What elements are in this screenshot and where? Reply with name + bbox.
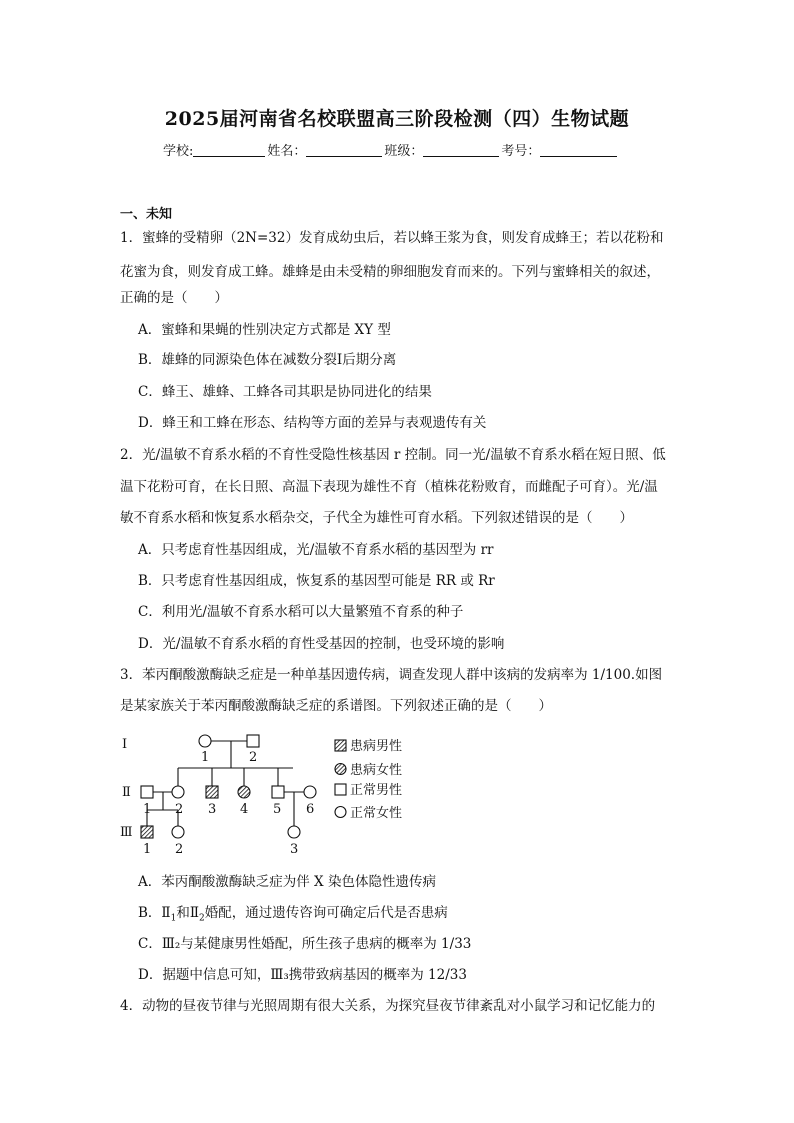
gen2-number: 5: [273, 802, 282, 817]
q3-option-d: D．据题中信息可知，Ⅲ₃携带致病基因的概率为 12/33: [138, 967, 467, 983]
legend-normal-male-icon: [335, 784, 346, 795]
legend-affected-female-icon: [335, 764, 346, 775]
class-blank: [423, 143, 499, 157]
legend-affected-female: 患病女性: [350, 763, 403, 778]
pedigree-chart: [118, 728, 418, 858]
legend-normal-female: 正常女性: [350, 806, 403, 821]
q1-option-b: B．雄蜂的同源染色体在减数分裂Ⅰ后期分离: [138, 352, 397, 368]
q1-line: 1．蜜蜂的受精卵（2N=32）发育成幼虫后，若以蜂王浆为食，则发育成蜂王；若以花粉和: [120, 230, 664, 246]
q1-line: 花蜜为食，则发育成工蜂。雄蜂是由未受精的卵细胞发育而来的。下列与蜜蜂相关的叙述，: [120, 264, 660, 280]
school-blank: [193, 143, 265, 157]
legend-normal-female-icon: [335, 807, 346, 818]
q1-option-a: A．蜜蜂和果蝇的性别决定方式都是 XY 型: [138, 322, 391, 338]
q3-line: 3．苯丙酮酸激酶缺乏症是一种单基因遗传病，调查发现人群中该病的发病率为 1/100.如图: [120, 667, 663, 683]
gen2-number: 4: [240, 802, 249, 817]
q2-option-c: C．利用光/温敏不育系水稻可以大量繁殖不育系的种子: [138, 604, 464, 620]
q2-line: 温下花粉可育，在长日照、高温下表现为雄性不育（植株花粉败育，而雌配子可育）。光/温: [120, 479, 658, 495]
generation-label-3: Ⅲ: [120, 825, 133, 840]
q2-option-b: B．只考虑育性基因组成，恢复系的基因型可能是 RR 或 Rr: [138, 573, 495, 589]
gen3-number: 2: [175, 842, 184, 857]
legend-affected-male: 患病男性: [350, 739, 403, 754]
legend-normal-male: 正常男性: [350, 783, 403, 798]
gen3-number: 3: [290, 842, 299, 857]
q3-option-c: C．Ⅲ₂与某健康男性婚配，所生孩子患病的概率为 1/33: [138, 936, 472, 952]
section-heading: 一、未知: [120, 207, 173, 222]
class-label: 班级：: [384, 144, 424, 159]
q1-option-c: C．蜂王、雄蜂、工蜂各司其职是协同进化的结果: [138, 384, 432, 400]
name-label: 姓名：: [267, 144, 307, 159]
gen3-male-affected: [141, 826, 153, 838]
q2-line: 2．光/温敏不育系水稻的不育性受隐性核基因 r 控制。同一光/温敏不育系水稻在短日照、低: [120, 447, 666, 463]
gen2-male-affected: [206, 786, 218, 798]
gen2-number: 1: [143, 802, 152, 817]
number-blank: [540, 143, 617, 157]
number-label: 考号：: [501, 144, 541, 159]
q3-option-a: A．苯丙酮酸激酶缺乏症为伴 X 染色体隐性遗传病: [138, 874, 436, 890]
student-info-row: [163, 140, 619, 159]
gen2-number: 2: [175, 802, 184, 817]
gen1-number: 1: [201, 750, 210, 765]
gen2-male-normal: [272, 786, 284, 798]
generation-label-2: Ⅱ: [122, 785, 131, 800]
school-label: 学校:: [163, 144, 194, 159]
q4-line: 4．动物的昼夜节律与光照周期有很大关系，为探究昼夜节律紊乱对小鼠学习和记忆能力的: [120, 998, 656, 1014]
gen3-female-normal: [172, 826, 184, 838]
generation-label-1: Ⅰ: [122, 737, 128, 752]
q1-line: 正确的是（ ）: [120, 290, 228, 306]
q2-option-d: D．光/温敏不育系水稻的育性受基因的控制，也受环境的影响: [138, 636, 505, 652]
gen1-female-normal: [199, 735, 211, 747]
page-title: 2025届河南省名校联盟高三阶段检测（四）生物试题: [164, 108, 630, 130]
q2-line: 敏不育系水稻和恢复系水稻杂交，子代全为雄性可育水稻。下列叙述错误的是（ ）: [120, 510, 633, 526]
q2-option-a: A．只考虑育性基因组成，光/温敏不育系水稻的基因型为 rr: [138, 542, 494, 558]
name-blank: [306, 143, 382, 157]
gen2-number: 6: [306, 802, 315, 817]
gen2-male-normal: [141, 786, 153, 798]
q1-option-d: D．蜂王和工蜂在形态、结构等方面的差异与表观遗传有关: [138, 415, 487, 431]
gen2-female-affected: [238, 786, 250, 798]
q3-option-b: B．$Ⅱ_1$和$Ⅱ_2$婚配，通过遗传咨询可确定后代是否患病: [138, 905, 448, 924]
gen3-number: 1: [143, 842, 152, 857]
gen1-male-normal: [247, 735, 259, 747]
legend-affected-male-icon: [335, 740, 346, 751]
q3-line: 是某家族关于苯丙酮酸激酶缺乏症的系谱图。下列叙述正确的是（ ）: [120, 698, 552, 714]
gen3-female-normal: [288, 826, 300, 838]
gen1-number: 2: [249, 750, 258, 765]
gen2-female-normal: [172, 786, 184, 798]
gen2-number: 3: [208, 802, 217, 817]
gen2-female-normal: [304, 786, 316, 798]
